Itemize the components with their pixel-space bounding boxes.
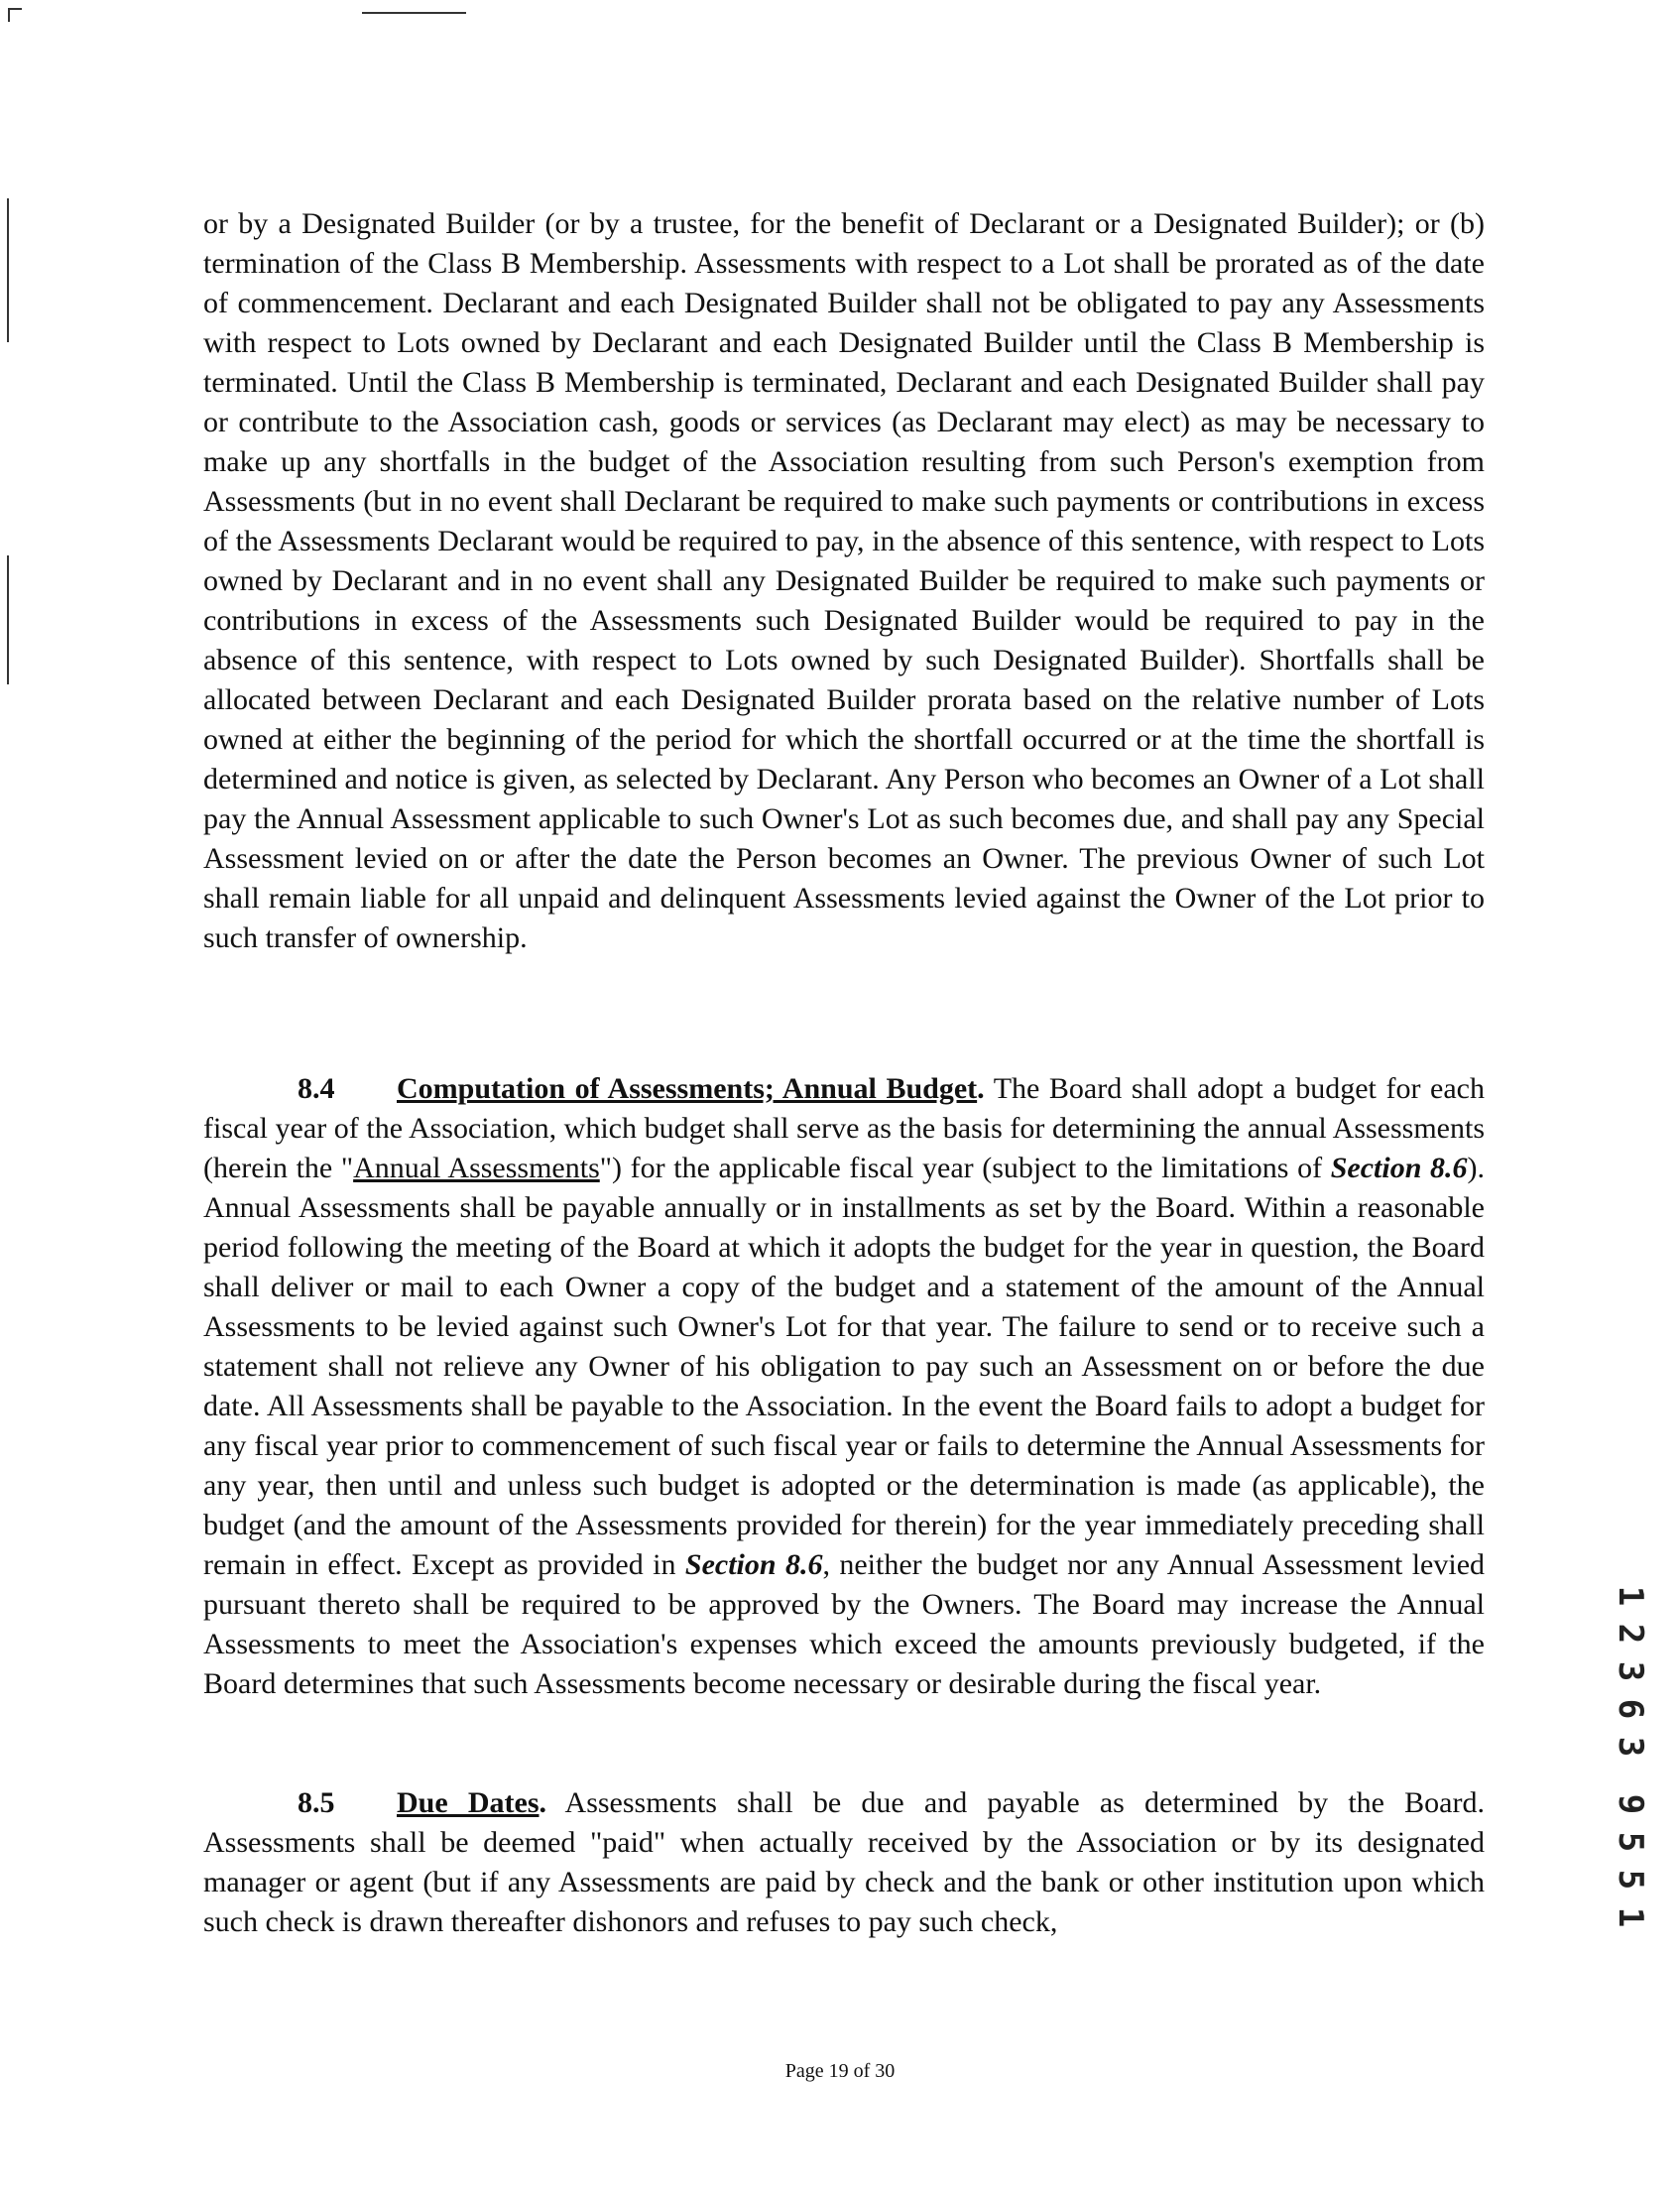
- section-8-4-title: Computation of Assessments; Annual Budget: [397, 1072, 978, 1105]
- section-8-5-period: .: [539, 1786, 546, 1819]
- section-8-4-text-c: ). Annual Assessments shall be payable annually or in installments as set by the Board. Within a reasonable period following the meeting of the Board at which it adopts the budget for the year in question, the Board shall deliver or mail to each Owner a copy of the budget and a statement of the amount of the Annual Assessments to be levied against such Owner's Lot for that year. The failure to send or to receive such a statement shall not relieve any Owner of his obligation to pay such an Assessment on or before the due date. All Assessments shall be payable to the Association. In the event the Board fails to adopt a budget for any fiscal year prior to commencement of such fiscal year or fails to determine the Annual Assessments for any year, then until and unless such budget is adopted or the determination is made (as applicable), the budget (and the amount of the Assessments provided for therein) for the year immediately preceding shall remain in effect. Except as provided in: [203, 1152, 1486, 1581]
- annual-assessments-defined-term: Annual Assessments: [353, 1152, 600, 1184]
- section-8-4: [203, 1069, 1485, 1704]
- section-8-6-reference: Section 8.6: [1330, 1152, 1468, 1184]
- section-8-5-text: Assessments shall be due and payable as determined by the Board. Assessments shall be deemed "paid" when actually received by the Association or by its designated manager or agent (but if any Assessments are paid by check and the bank or other institution upon which such check is drawn thereafter dishonors and refuses to pay such check,: [203, 1786, 1485, 1938]
- corner-mark-vertical: [8, 8, 10, 22]
- section-8-5-title: Due Dates: [397, 1786, 540, 1819]
- stamp-digit: 1: [1611, 1906, 1650, 1928]
- section-8-5-number: 8.5: [298, 1786, 335, 1819]
- section-8-6-reference-2: Section 8.6: [684, 1548, 823, 1581]
- section-8-4-number: 8.4: [298, 1072, 335, 1105]
- stamp-digit: 6: [1611, 1698, 1650, 1720]
- left-margin-line-lower: [7, 555, 9, 684]
- page-number-footer: Page 19 of 30: [784, 2060, 896, 2082]
- stamp-digit: 3: [1611, 1660, 1650, 1682]
- top-scan-line: [362, 12, 466, 14]
- stamp-digit: 5: [1611, 1831, 1650, 1853]
- stamp-digit: 1: [1611, 1585, 1650, 1607]
- section-8-5: [203, 1783, 1485, 1942]
- left-margin-line-upper: [7, 198, 9, 342]
- section-8-4-text-d: , neither the budget nor any Annual Assessment levied pursuant thereto shall be required to be approved by the Owners. The Board may increase the Annual Assessments to meet the Association's expenses which exceed the amounts previously budgeted, if the Board determines that such Assessments become necessary or desirable during the fiscal year.: [203, 1548, 1486, 1700]
- paragraph-1-text: or by a Designated Builder (or by a trustee, for the benefit of Declarant or a Designated Builder); or (b) termination of the Class B Membership. Assessments with respect to a Lot shall be prorated as of the date of commencement. Declarant and each Designated Builder shall not be obligated to pay any Assessments with respect to Lots owned by Declarant and each Designated Builder until the Class B Membership is terminated. Until the Class B Membership is terminated, Declarant and each Designated Builder shall pay or contribute to the Association cash, goods or services (as Declarant may elect) as may be necessary to make up any shortfalls in the budget of the Association resulting from such Person's exemption from Assessments (but in no event shall Declarant be required to make such payments or contributions in excess of the Assessments Declarant would be required to pay, in the absence of this sentence, with respect to Lots owned by Declarant and in no event shall any Designated Builder be required to make such payments or contributions in excess of the Assessments such Designated Builder would be required to pay in the absence of this sentence, with respect to Lots owned by such Designated Builder). Shortfalls shall be allocated between Declarant and each Designated Builder prorata based on the relative number of Lots owned at either the beginning of the period for which the shortfall occurred or at the time the shortfall is determined and notice is given, as selected by Declarant. Any Person who becomes an Owner of a Lot shall pay the Annual Assessment applicable to such Owner's Lot as such becomes due, and shall pay any Special Assessment levied on or after the date the Person becomes an Owner. The previous Owner of such Lot shall remain liable for all unpaid and delinquent Assessments levied against the Owner of the Lot prior to such transfer of ownership.: [203, 207, 1485, 954]
- section-8-4-text-b: ") for the applicable fiscal year (subject to the limitations of: [599, 1152, 1331, 1184]
- stamp-digit: 2: [1611, 1623, 1650, 1645]
- recording-number-stamp: [1611, 1577, 1650, 1936]
- stamp-digit: 5: [1611, 1869, 1650, 1891]
- section-8-4-text-a: The Board shall adopt a budget for each fiscal year of the Association, which budget shall serve as the basis for determining the annual Assessments (herein the ": [203, 1072, 1485, 1184]
- stamp-digit: 3: [1611, 1736, 1650, 1758]
- paragraph-continuation: [203, 204, 1485, 958]
- section-8-4-period: .: [977, 1072, 985, 1105]
- corner-mark: [8, 8, 22, 10]
- stamp-digit: 9: [1611, 1793, 1650, 1815]
